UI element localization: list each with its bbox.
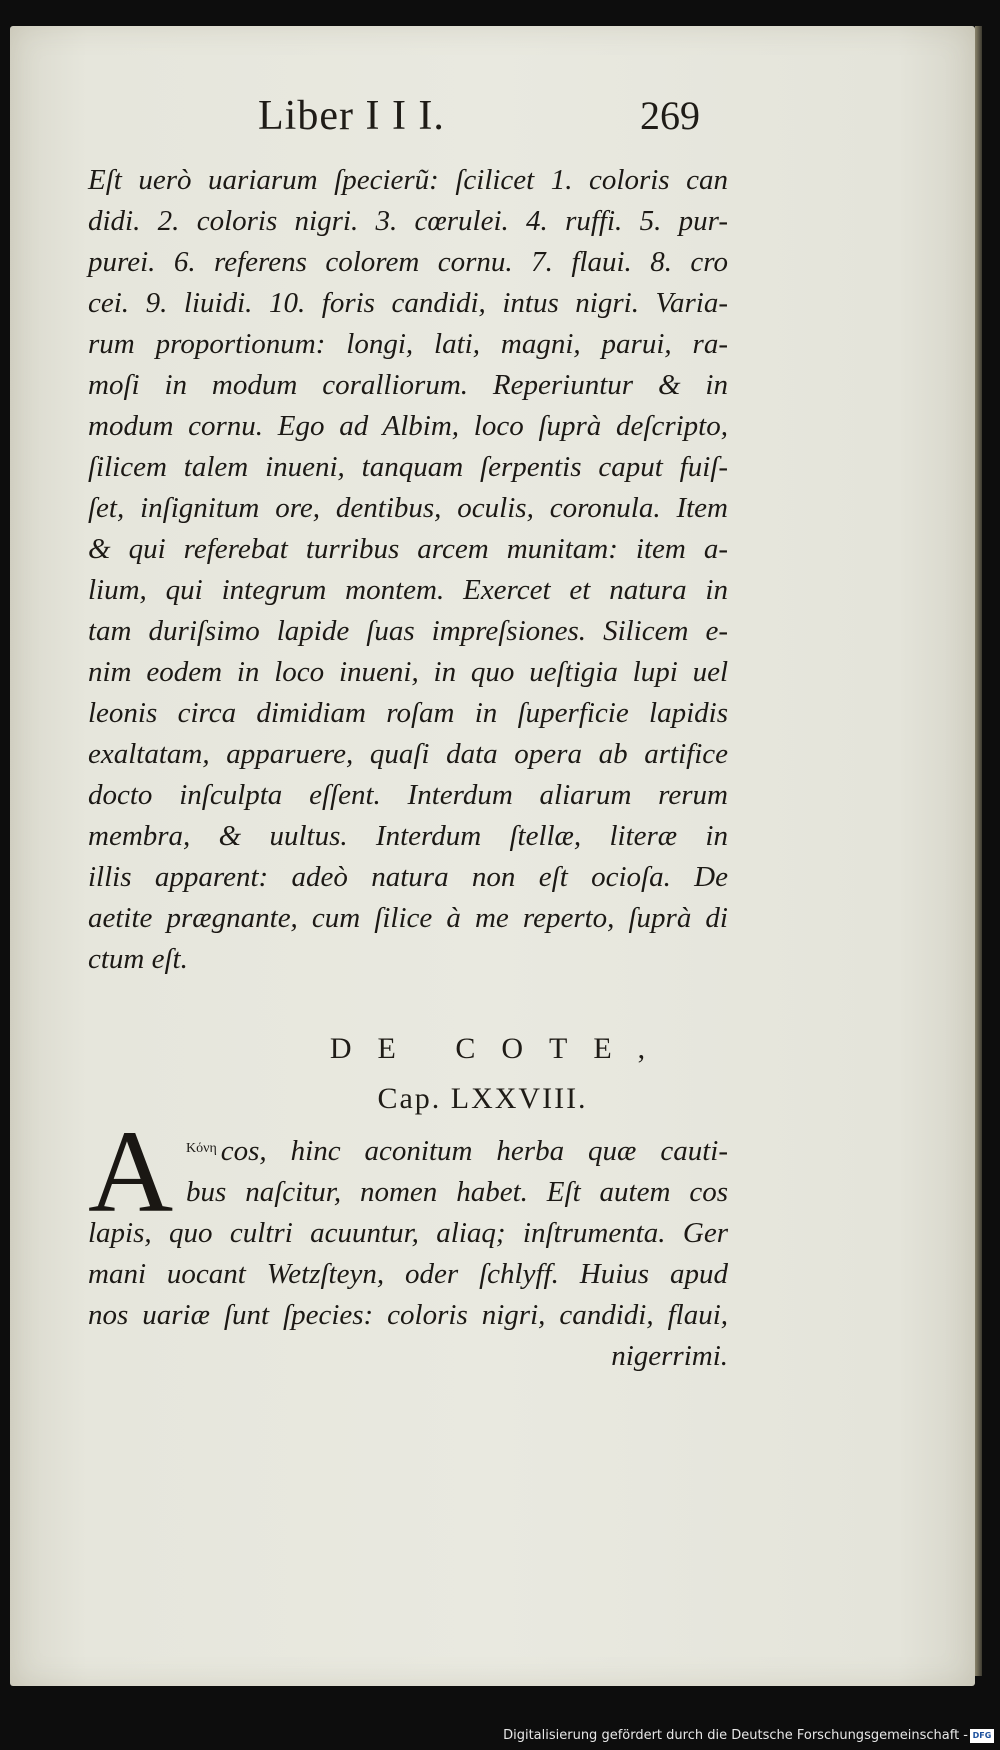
greek-gloss: Κόνη — [186, 1141, 217, 1156]
text-line — [88, 1128, 728, 1172]
text-line: illis apparent: adeò natura non eſt ocioſa. De — [88, 861, 728, 893]
text-line: modum cornu. Ego ad Albim, loco ſuprà deſcripto, — [88, 410, 728, 442]
text-line: nigerrimi. — [611, 1340, 728, 1372]
page-edge — [975, 26, 982, 1676]
chapter-title: DE COTE, — [329, 1032, 672, 1065]
body-text-section-1 — [88, 160, 728, 980]
text-line: Eſt uerò uariarum ſpecierũ: ſcilicet 1. coloris can — [88, 164, 728, 196]
text-line: ctum eſt. — [88, 943, 188, 975]
page-number: 269 — [640, 93, 700, 138]
text-line: lium, qui integrum montem. Exercet et natura in — [88, 574, 728, 606]
funding-credit: Digitalisierung gefördert durch die Deutsche Forschungsgemeinschaft - — [503, 1728, 968, 1743]
text-line: purei. 6. referens colorem cornu. 7. flaui. 8. cro — [88, 246, 728, 278]
running-title: Liber I I I. — [258, 93, 445, 139]
text-line: lapis, quo cultri acuuntur, aliaq; inſtrumenta. Ger — [88, 1217, 728, 1249]
text-line: docto inſculpta eſſent. Interdum aliarum rerum — [88, 779, 728, 811]
text-line: exaltatam, apparuere, quaſi data opera ab artifice — [88, 738, 728, 770]
text-line: ſet, inſignitum ore, dentibus, oculis, coronula. Item — [88, 492, 728, 524]
drop-cap: A — [88, 1106, 174, 1237]
text-line: mani uocant Wetzſteyn, oder ſchlyff. Huius apud — [88, 1258, 728, 1290]
text-line: tam duriſsimo lapide ſuas impreſsiones. Silicem e- — [88, 615, 728, 647]
text-line: nim eodem in loco inueni, in quo ueſtigia lupi uel — [88, 656, 728, 688]
running-head — [0, 92, 965, 152]
text-line-content: cos, hinc aconitum herba quæ cauti- — [220, 1135, 728, 1167]
text-line: aetite prægnante, cum ſilice à me reperto, ſuprà di — [88, 902, 728, 934]
dfg-logo: DFG — [970, 1729, 994, 1743]
text-line: membra, & uultus. Interdum ſtellæ, literæ in — [88, 820, 728, 852]
text-line: leonis circa dimidiam roſam in ſuperficie lapidis — [88, 697, 728, 729]
text-line: rum proportionum: longi, lati, magni, parui, ra- — [88, 328, 728, 360]
text-line: & qui referebat turribus arcem munitam: item a- — [88, 533, 728, 565]
chapter-number: Cap. LXXVIII. — [377, 1082, 588, 1115]
text-line: didi. 2. coloris nigri. 3. cœrulei. 4. ruffi. 5. pur- — [88, 205, 728, 237]
text-line: nos uariæ ſunt ſpecies: coloris nigri, candidi, flaui, — [88, 1299, 728, 1331]
body-text-section-2 — [88, 1128, 728, 1377]
text-line: bus naſcitur, nomen habet. Eſt autem cos — [186, 1176, 728, 1208]
text-line: ſilicem talem inueni, tanquam ſerpentis caput fuiſ- — [88, 451, 728, 483]
text-line: moſi in modum coralliorum. Reperiuntur & in — [88, 369, 728, 401]
text-line: cei. 9. liuidi. 10. foris candidi, intus nigri. Varia- — [88, 287, 728, 319]
footer-bar — [0, 1722, 1000, 1750]
